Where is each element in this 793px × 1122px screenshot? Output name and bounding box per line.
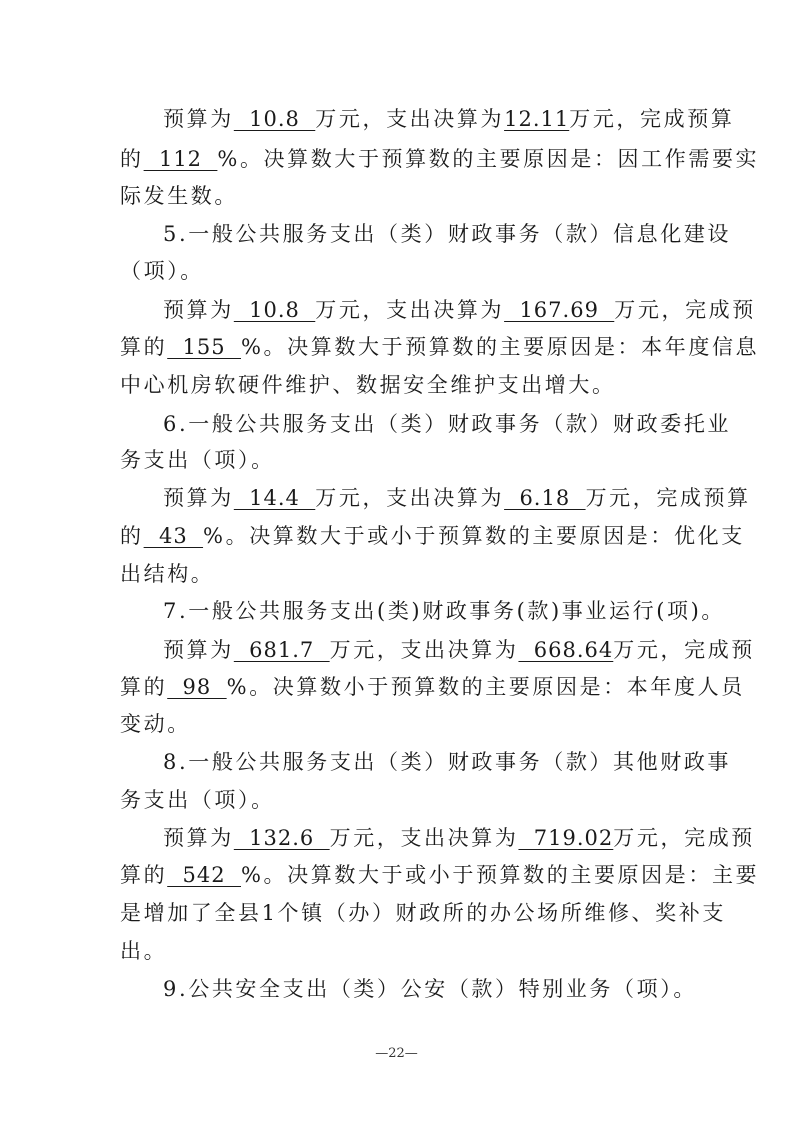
text: 预算为 (163, 826, 234, 850)
text: 万元，支出决算为 (315, 298, 505, 322)
text: 预算为 (163, 107, 234, 131)
paragraph-line (163, 636, 755, 664)
text: 万元，完成预算 (569, 107, 735, 131)
text: 万元，完成预 (613, 638, 755, 662)
text: %。决算数大于预算数的主要原因是：本年度信息 (241, 335, 760, 359)
text: %。决算数大于预算数的主要原因是：因工作需要实 (217, 147, 760, 171)
paragraph-line (163, 105, 735, 133)
paragraph-line (163, 296, 756, 324)
budget-value: 132.6 (233, 826, 330, 850)
paragraph-line (120, 673, 745, 701)
text: %。决算数小于预算数的主要原因是：本年度人员 (226, 675, 745, 699)
budget-value: 10.8 (233, 298, 316, 322)
paragraph-line: 是增加了全县1个镇（办）财政所的办公场所维修、奖补支 (120, 901, 726, 925)
completion-rate: 43 (143, 524, 204, 548)
text: 万元，支出决算为 (329, 638, 519, 662)
paragraph-line (120, 333, 760, 361)
section-heading: 6.一般公共服务支出（类）财政事务（款）财政委托业 (163, 412, 732, 436)
budget-value: 10.8 (233, 107, 316, 131)
final-value: 719.02 (518, 826, 614, 850)
final-value: 12.11 (504, 107, 570, 131)
text: 万元，完成预 (613, 826, 755, 850)
paragraph-line (120, 145, 760, 173)
text: 的 (120, 147, 144, 171)
completion-rate: 98 (167, 675, 227, 699)
text: 预算为 (163, 298, 234, 322)
section-heading: 7.一般公共服务支出(类)财政事务(款)事业运行(项)。 (163, 599, 725, 623)
completion-rate: 542 (167, 863, 241, 887)
completion-rate: 112 (143, 147, 218, 171)
paragraph-line (163, 484, 751, 512)
paragraph-line (120, 522, 745, 550)
section-heading-cont: （项）。 (120, 259, 204, 283)
text: 万元，支出决算为 (329, 826, 519, 850)
budget-value: 14.4 (233, 486, 316, 510)
section-heading: 5.一般公共服务支出（类）财政事务（款）信息化建设 (163, 222, 732, 246)
budget-value: 681.7 (233, 638, 330, 662)
text: %。决算数大于或小于预算数的主要原因是：优化支 (203, 524, 745, 548)
text: 预算为 (163, 638, 234, 662)
paragraph-line: 出结构。 (120, 562, 215, 586)
paragraph-line: 中心机房软硬件维护、数据安全维护支出增大。 (120, 373, 616, 397)
final-value: 167.69 (504, 298, 615, 322)
final-value: 6.18 (504, 486, 586, 510)
text: 万元，支出决算为 (315, 107, 505, 131)
paragraph-line (120, 861, 760, 889)
text: 的 (120, 524, 144, 548)
text: 算的 (120, 675, 168, 699)
text: 预算为 (163, 486, 234, 510)
text: 万元，完成预 (614, 298, 756, 322)
completion-rate: 155 (167, 335, 241, 359)
text: %。决算数大于或小于预算数的主要原因是：主要 (241, 863, 760, 887)
paragraph-line: 变动。 (120, 712, 191, 736)
section-heading: 8.一般公共服务支出（类）财政事务（款）其他财政事 (163, 750, 732, 774)
text: 万元，完成预算 (585, 486, 751, 510)
section-heading: 9.公共安全支出（类）公安（款）特别业务（项）。 (163, 977, 697, 1001)
paragraph-line (163, 824, 755, 852)
paragraph-line: 际发生数。 (120, 184, 238, 208)
text: 算的 (120, 863, 168, 887)
section-heading-cont: 务支出（项）。 (120, 788, 275, 812)
text: 算的 (120, 335, 168, 359)
section-heading-cont: 务支出（项）。 (120, 448, 275, 472)
paragraph-line: 出。 (120, 939, 168, 963)
final-value: 668.64 (518, 638, 614, 662)
text: 万元，支出决算为 (315, 486, 505, 510)
page-number: —22— (375, 1046, 418, 1061)
